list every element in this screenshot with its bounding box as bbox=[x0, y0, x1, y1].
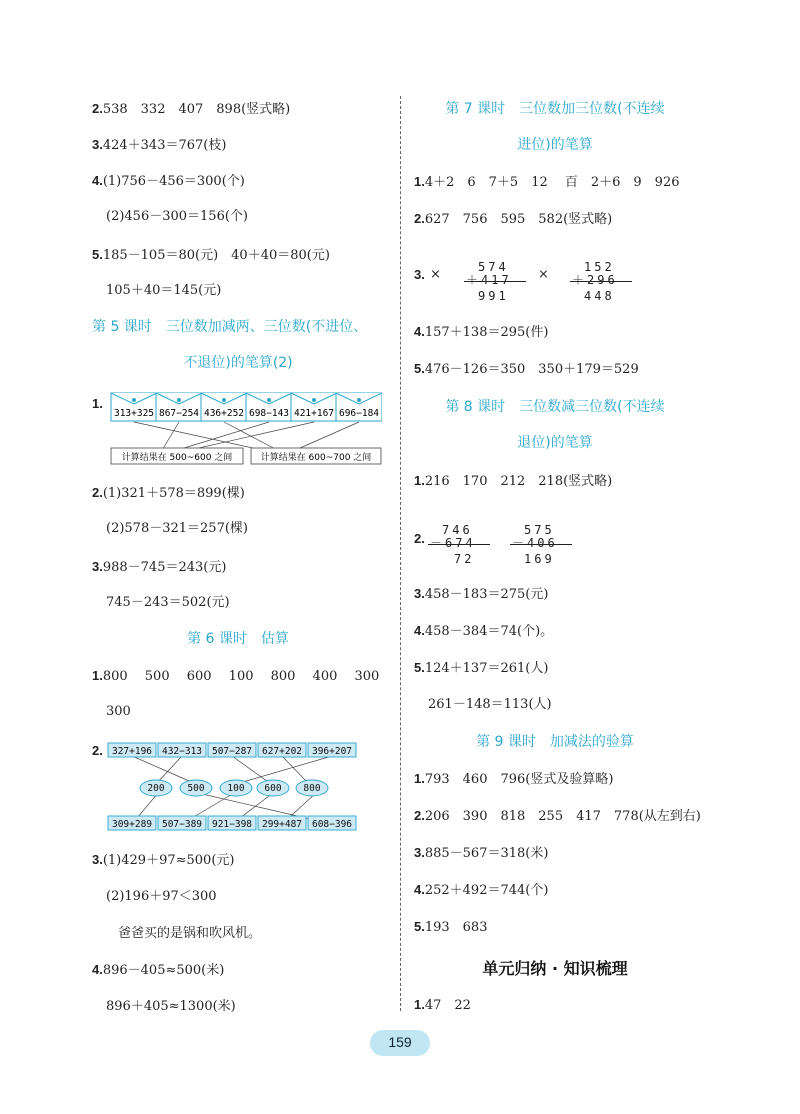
lesson-heading: 第 7 课时 三位数加三位数(不连续 bbox=[445, 101, 665, 117]
answer-line: 896＋405≈1300(米) bbox=[106, 999, 236, 1014]
answer-line: 300 bbox=[106, 704, 131, 719]
answer-line: 2.538 332 407 898(竖式略) bbox=[92, 101, 291, 117]
vertical-calc: 574 ＋417 991 bbox=[466, 260, 512, 303]
answer-line: (2)196＋97＜300 bbox=[106, 889, 217, 904]
estimate-oval: 600 bbox=[264, 783, 282, 794]
column-divider bbox=[400, 96, 401, 1011]
expression-box: 432−313 bbox=[161, 746, 203, 757]
estimate-oval: 800 bbox=[303, 783, 321, 794]
envelope-expression: 421+167 bbox=[293, 408, 335, 419]
answer-line: 745－243＝502(元) bbox=[106, 595, 230, 610]
page-number-badge bbox=[370, 1030, 430, 1056]
question-number: 2. bbox=[92, 743, 103, 758]
answer-line: 105＋40＝145(元) bbox=[106, 283, 222, 298]
lesson-heading: 第 5 课时 三位数加减两、三位数(不进位、 bbox=[92, 319, 368, 335]
estimate-oval: 500 bbox=[187, 783, 205, 794]
page-number: 159 bbox=[388, 1034, 412, 1050]
expression-box: 507−287 bbox=[211, 746, 253, 757]
lesson-heading: 不退位)的笔算(2) bbox=[183, 355, 293, 371]
answer-line: 4.896－405≈500(米) bbox=[92, 962, 225, 978]
answer-line: 4.252＋492＝744(个) bbox=[414, 882, 549, 898]
answer-line: 5.124＋137＝261(人) bbox=[414, 660, 549, 676]
answer-line: 3.424＋343＝767(枝) bbox=[92, 137, 227, 153]
lesson-heading: 第 8 课时 三位数减三位数(不连续 bbox=[445, 399, 665, 415]
answer-line: 1.4＋2 6 7＋5 12 百 2＋6 9 926 bbox=[414, 174, 680, 190]
answer-line: 3.988－745＝243(元) bbox=[92, 559, 227, 575]
matching-diagram-envelopes bbox=[106, 390, 382, 466]
answer-line: 5.185－105＝80(元) 40＋40＝80(元) bbox=[92, 247, 330, 263]
answer-line: 5.476－126＝350 350＋179＝529 bbox=[414, 361, 639, 377]
range-box-label: 计算结果在 500~600 之间 bbox=[121, 453, 233, 463]
answer-line: (2)456－300＝156(个) bbox=[106, 209, 248, 224]
answer-line: 2.(1)321＋578＝899(棵) bbox=[92, 485, 245, 501]
expression-box: 309+289 bbox=[111, 819, 153, 830]
range-box-label: 计算结果在 600~700 之间 bbox=[260, 453, 372, 463]
answer-line: 1.216 170 212 218(竖式略) bbox=[414, 473, 613, 489]
question-number: 3. bbox=[414, 267, 425, 282]
estimation-matching-diagram bbox=[106, 738, 362, 834]
answer-line: 4.157＋138＝295(件) bbox=[414, 324, 549, 340]
unit-summary-heading: 单元归纳 · 知识梳理 bbox=[482, 959, 628, 978]
vertical-calc: 152 ＋296 448 bbox=[572, 260, 618, 303]
answer-line: 爸爸买的是锅和吹风机。 bbox=[118, 926, 262, 941]
estimate-oval: 200 bbox=[147, 783, 165, 794]
expression-box: 299+487 bbox=[261, 819, 303, 830]
answer-line: 1.47 22 bbox=[414, 997, 471, 1013]
envelope-expression: 436+252 bbox=[203, 408, 245, 419]
answer-line: 2.627 756 595 582(竖式略) bbox=[414, 211, 613, 227]
wrong-mark: × bbox=[430, 267, 441, 282]
question-number: 2. bbox=[414, 531, 425, 546]
estimate-oval: 100 bbox=[227, 783, 245, 794]
lesson-heading: 退位)的笔算 bbox=[517, 435, 593, 451]
answer-line: (2)578－321＝257(棵) bbox=[106, 521, 248, 536]
answer-line: 3.(1)429＋97≈500(元) bbox=[92, 852, 235, 868]
expression-box: 327+196 bbox=[111, 746, 153, 757]
expression-box: 396+207 bbox=[311, 746, 353, 757]
calc-line bbox=[464, 281, 526, 282]
answer-line: 4.(1)756－456＝300(个) bbox=[92, 173, 245, 189]
expression-box: 507−389 bbox=[161, 819, 203, 830]
lesson-heading: 第 9 课时 加减法的验算 bbox=[476, 734, 634, 750]
answer-line: 3.885－567＝318(米) bbox=[414, 845, 549, 861]
answer-line: 5.193 683 bbox=[414, 919, 488, 935]
expression-box: 608−396 bbox=[311, 819, 353, 830]
envelope-expression: 696−184 bbox=[338, 408, 380, 419]
envelope-expression: 313+325 bbox=[113, 408, 155, 419]
expression-box: 921−398 bbox=[211, 819, 253, 830]
answer-line: 2.206 390 818 255 417 778(从左到右) bbox=[414, 808, 701, 824]
calc-line bbox=[570, 281, 632, 282]
lesson-heading: 进位)的笔算 bbox=[517, 137, 593, 153]
answer-line: 1.793 460 796(竖式及验算略) bbox=[414, 771, 614, 787]
calc-line bbox=[428, 544, 490, 545]
vertical-calc: 575 －406 169 bbox=[512, 523, 558, 566]
answer-line: 261－148＝113(人) bbox=[428, 697, 552, 712]
calc-line bbox=[510, 544, 572, 545]
answer-line: 4.458－384＝74(个)。 bbox=[414, 623, 554, 639]
answer-line: 3.458－183＝275(元) bbox=[414, 586, 549, 602]
question-number: 1. bbox=[92, 396, 103, 411]
vertical-calc: 746 －674 72 bbox=[430, 523, 476, 566]
expression-box: 627+202 bbox=[261, 746, 303, 757]
answer-line: 1.800 500 600 100 800 400 300 bbox=[92, 668, 380, 684]
envelope-expression: 698−143 bbox=[248, 408, 290, 419]
envelope-expression: 867−254 bbox=[158, 408, 200, 419]
wrong-mark: × bbox=[538, 267, 549, 282]
lesson-heading: 第 6 课时 估算 bbox=[187, 631, 289, 647]
